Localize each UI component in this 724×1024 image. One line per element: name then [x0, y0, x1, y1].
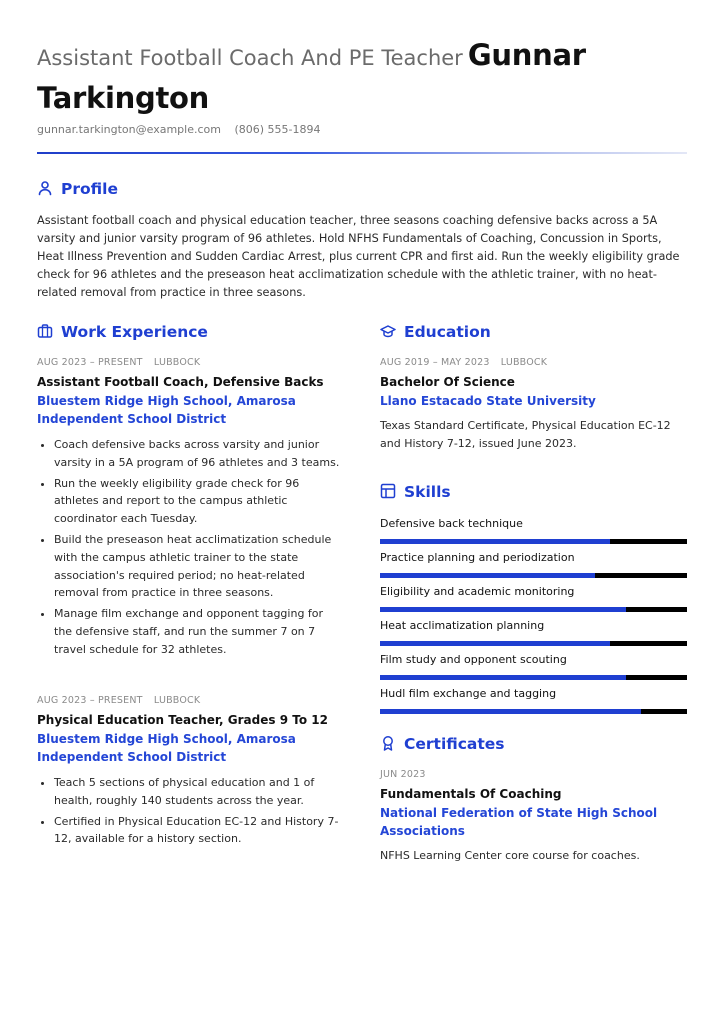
profile-title: Profile [61, 180, 118, 198]
job-bullet: • Teach 5 sections of physical education and 1 of health, roughly 140 students across the year. [54, 774, 342, 810]
contact-info [37, 123, 331, 136]
skill-level-fill [380, 675, 626, 680]
skill-bar [380, 709, 687, 714]
skill-name: Hudl film exchange and tagging [380, 687, 557, 700]
certificates-heading [380, 735, 505, 753]
education-location: LUBBOCK [500, 357, 548, 368]
skill-name: Defensive back technique [380, 517, 523, 530]
skill-level-fill [380, 641, 610, 646]
education-heading [380, 323, 491, 341]
degree-name: Bachelor Of Science [380, 375, 515, 389]
job-bullet: • Build the preseason heat acclimatization schedule with the campus athletic trainer to the state association's required period; no heat-related removal from practice in three seasons. [54, 531, 342, 602]
job-title: Assistant Football Coach And PE Teacher [37, 46, 463, 70]
grid-icon [380, 483, 396, 499]
email-link[interactable]: gunnar.tarkington@example.com [37, 123, 221, 136]
work-title: Work Experience [61, 323, 208, 341]
skill-item [380, 585, 687, 598]
skill-level-fill [380, 607, 626, 612]
profile-heading [37, 180, 118, 198]
job-bullet: • Run the weekly eligibility grade check for 96 athletes and report to the campus athletic coordinator each Tuesday. [54, 475, 342, 528]
skills-title: Skills [404, 483, 451, 501]
job-location: LUBBOCK [153, 695, 201, 706]
first-name: Gunnar [467, 38, 586, 72]
job-dates: AUG 2023 – PRESENT [37, 695, 143, 706]
skills-list [380, 517, 687, 717]
certificate-date: JUN 2023 [380, 769, 426, 780]
header-divider [37, 152, 687, 154]
resume-header [37, 36, 687, 122]
profile-summary: Assistant football coach and physical education teacher, three seasons coaching defensive backs across a 5A varsity and junior varsity program of 96 athletes. Hold NFHS Fundamentals of Coaching, Concussion in Sports, Heat Illness Prevention and Sudden Cardiac Arrest, plus current CPR and first aid. Run the weekly eligibility grade check for 96 athletes and the preseason heat acclimatization schedule with the athletic trainer, with no heat-related removal from practice in three seasons. [37, 214, 680, 299]
phone-number[interactable]: (806) 555-1894 [234, 123, 321, 136]
education-meta [380, 357, 687, 368]
education-dates: AUG 2019 – MAY 2023 [380, 357, 490, 368]
job-bullets [37, 436, 342, 659]
skill-item [380, 551, 687, 564]
job-entry [37, 357, 342, 662]
job-meta [37, 695, 342, 706]
education-entry [380, 357, 687, 453]
school-name: Llano Estacado State University [380, 394, 596, 408]
job-meta [37, 357, 342, 368]
skill-item [380, 653, 687, 666]
job-role: Assistant Football Coach, Defensive Backs [37, 375, 324, 389]
skill-bar [380, 607, 687, 612]
job-location: LUBBOCK [153, 357, 201, 368]
skill-name: Practice planning and periodization [380, 551, 575, 564]
job-dates: AUG 2023 – PRESENT [37, 357, 143, 368]
skill-level-fill [380, 539, 610, 544]
education-title: Education [404, 323, 491, 341]
certificate-name: Fundamentals Of Coaching [380, 787, 562, 801]
skill-bar [380, 641, 687, 646]
job-bullet: • Coach defensive backs across varsity and junior varsity in a 5A program of 96 athletes and 3 teams. [54, 436, 342, 472]
certificate-details: NFHS Learning Center core course for coaches. [380, 849, 640, 862]
graduation-cap-icon [380, 323, 396, 339]
briefcase-icon [37, 323, 53, 339]
person-icon [37, 180, 53, 196]
skills-heading [380, 483, 451, 501]
job-bullet: • Manage film exchange and opponent tagging for the defensive staff, and run the summer 7 on 7 travel schedule for 32 athletes. [54, 605, 342, 658]
job-bullets [37, 774, 342, 848]
certificates-title: Certificates [404, 735, 505, 753]
work-heading [37, 323, 208, 341]
skill-bar [380, 539, 687, 544]
education-details: Texas Standard Certificate, Physical Education EC-12 and History 7-12, issued June 2023. [380, 419, 671, 450]
certificate-entry [380, 769, 687, 865]
skill-item [380, 619, 687, 632]
award-icon [380, 735, 396, 751]
job-organization: Bluestem Ridge High School, Amarosa Independent School District [37, 394, 296, 426]
skill-bar [380, 573, 687, 578]
skill-name: Heat acclimatization planning [380, 619, 545, 632]
skill-level-fill [380, 709, 641, 714]
skill-bar [380, 675, 687, 680]
skill-name: Film study and opponent scouting [380, 653, 567, 666]
skill-name: Eligibility and academic monitoring [380, 585, 575, 598]
job-organization: Bluestem Ridge High School, Amarosa Independent School District [37, 732, 296, 764]
job-entry [37, 695, 342, 851]
last-name: Tarkington [37, 81, 209, 115]
certificate-issuer: National Federation of State High School Associations [380, 806, 658, 838]
skill-level-fill [380, 573, 595, 578]
job-bullet: • Certified in Physical Education EC-12 and History 7-12, available for a history section. [54, 813, 342, 849]
skill-item [380, 517, 687, 530]
skill-item [380, 687, 687, 700]
job-role: Physical Education Teacher, Grades 9 To 12 [37, 713, 328, 727]
